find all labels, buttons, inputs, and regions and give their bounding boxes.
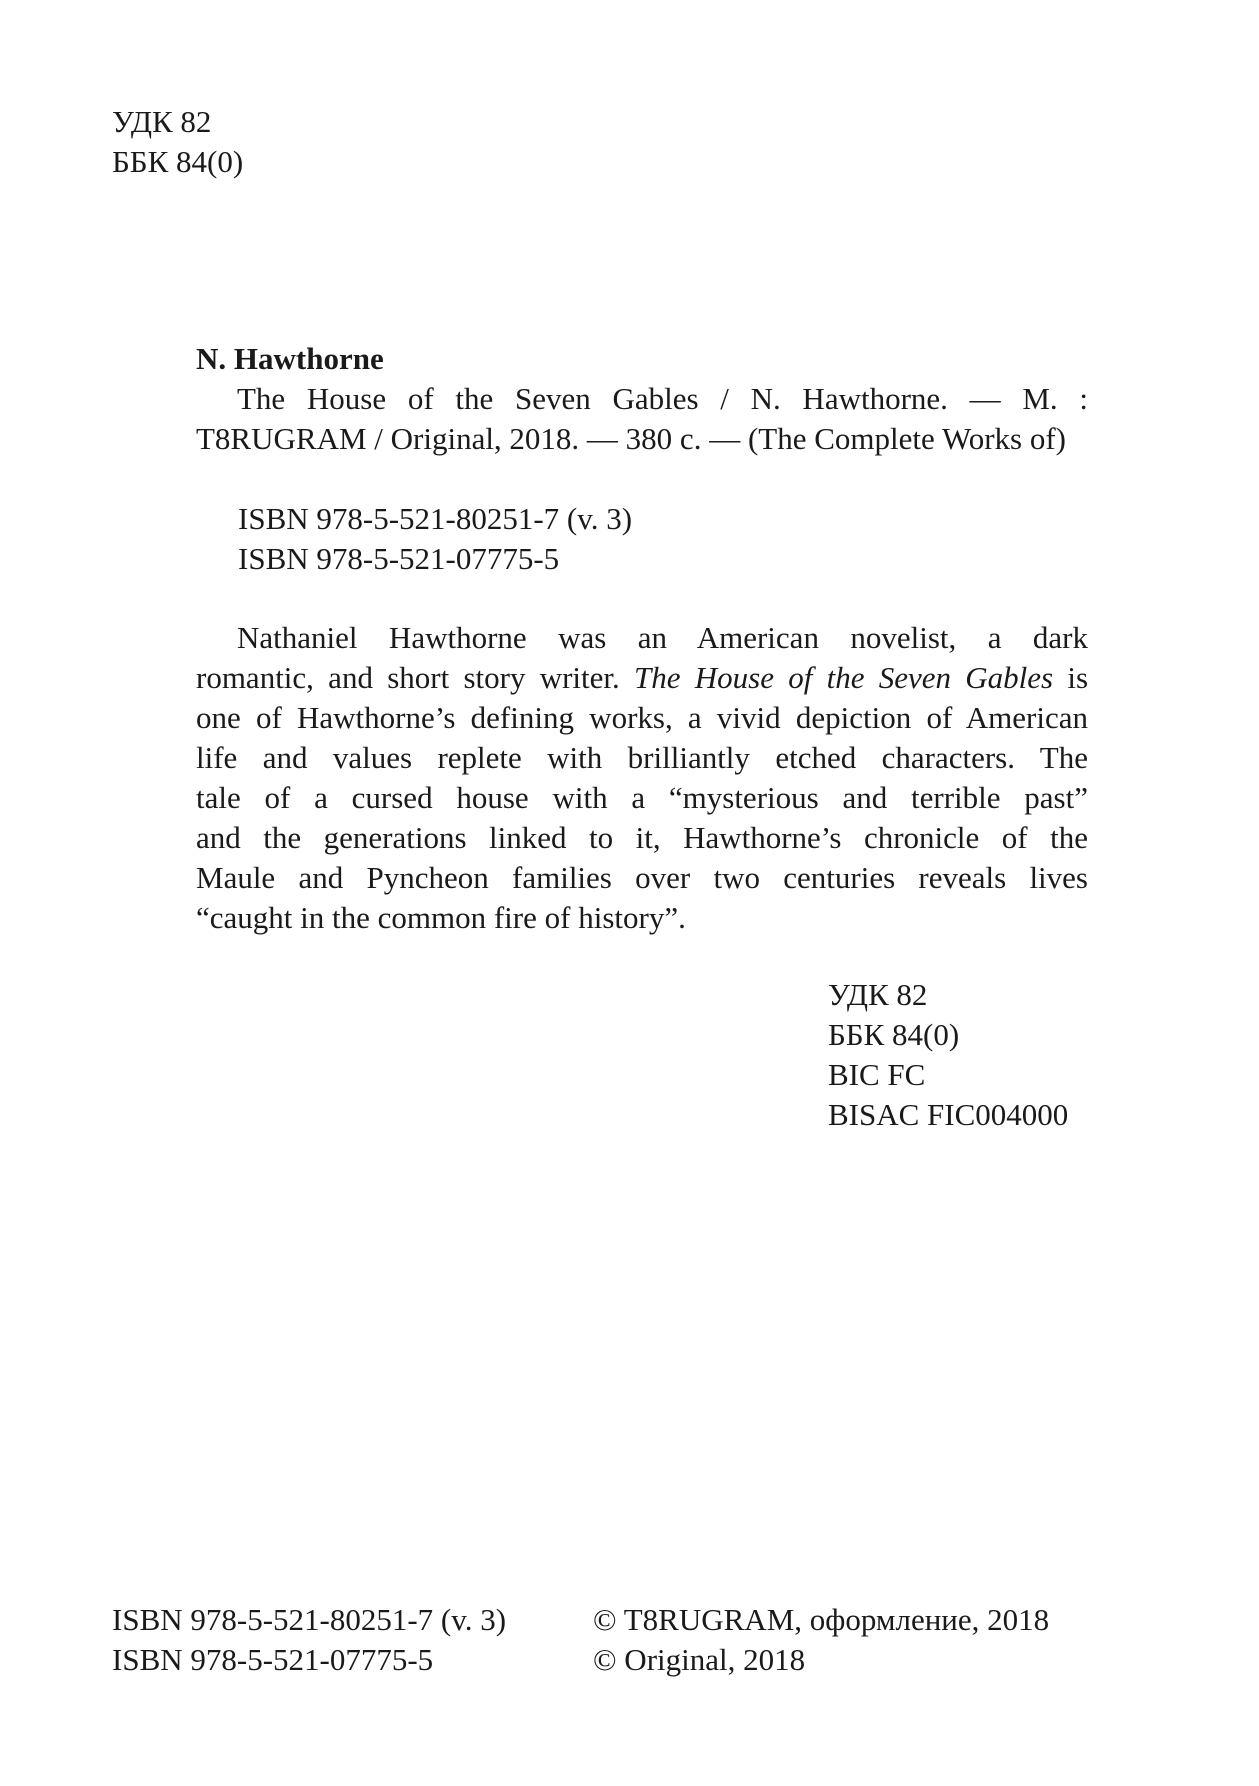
isbn-series: ISBN 978-5-521-07775-5 [238,541,560,576]
annotation-line: tale of a cursed house with a “mysterious and terrible past” [196,780,1088,815]
annotation-line: Nathaniel Hawthorne was an American novelist, a dark [237,620,1088,655]
copyright-original: © Original, 2018 [593,1642,806,1677]
bisac-code: BISAC FIC004000 [828,1097,1069,1132]
annotation-line: and the generations linked to it, Hawthorne’s chronicle of the [196,820,1088,855]
classification-codes [828,975,1068,1135]
annotation-line [196,658,1088,698]
bibliographic-record [196,339,1088,459]
annotation-line: one of Hawthorne’s defining works, a vivid depiction of American [196,700,1088,735]
isbn-volume: ISBN 978-5-521-80251-7 (v. 3) [112,1602,507,1637]
bottom-isbn-list [112,1600,506,1680]
copyright-notice [593,1600,1049,1680]
annotation-line: life and values replete with brilliantly etched characters. The [196,740,1088,775]
isbn-volume: ISBN 978-5-521-80251-7 (v. 3) [238,501,633,536]
title-line: The House of the Seven Gables / N. Hawthorne. — М. : [237,381,1088,416]
book-title-italic: The House of the Seven Gables [634,660,1054,695]
annotation [196,618,1088,938]
copyright-design: © T8RUGRAM, оформление, 2018 [593,1602,1050,1637]
bbk-code: ББК 84(0) [828,1017,960,1052]
udk-code: УДК 82 [112,104,212,139]
annotation-text: romantic, and short story writer. [196,660,635,695]
annotation-text: is [1053,660,1089,695]
publisher-line: T8RUGRAM / Original, 2018. — 380 с. — (The Complete Works of) [196,421,1066,456]
isbn-series: ISBN 978-5-521-07775-5 [112,1642,434,1677]
udk-code: УДК 82 [828,977,928,1012]
annotation-line: Maule and Pyncheon families over two centuries reveals lives [196,860,1088,895]
top-classification-codes [112,102,243,182]
bbk-code: ББК 84(0) [112,144,244,179]
bic-code: BIC FC [828,1057,926,1092]
author-heading: N. Hawthorne [196,341,384,376]
isbn-list [238,499,632,579]
annotation-line: “caught in the common fire of history”. [196,900,686,935]
